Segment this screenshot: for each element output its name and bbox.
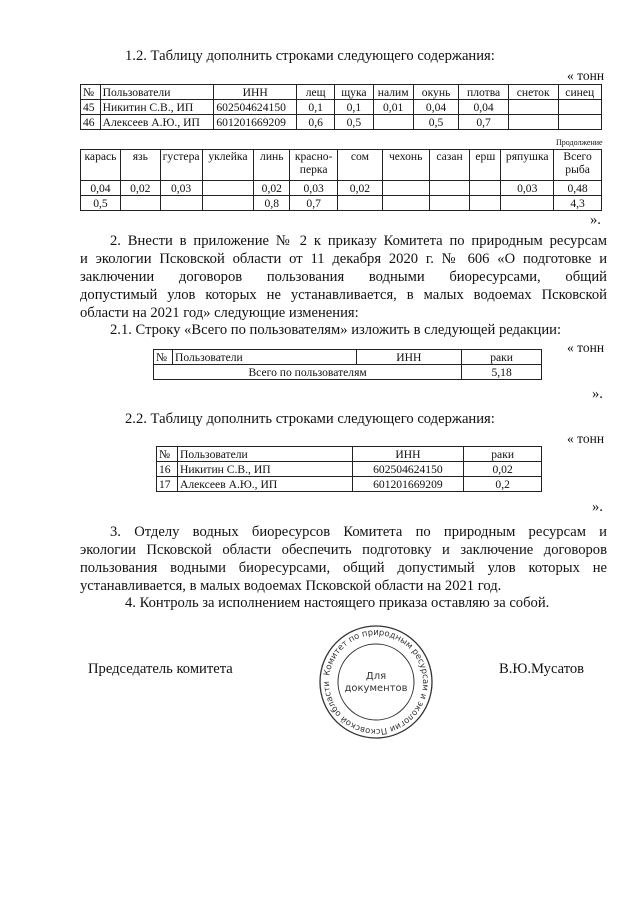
header-cell: раки (462, 350, 542, 365)
table-row (81, 115, 602, 130)
stamp-center-line1: Для (365, 671, 387, 682)
para4: 4. Контроль за исполнением настоящего приказа оставляю за собой. (125, 595, 550, 611)
header-cell: красно- перка (290, 150, 338, 181)
total-label-cell: Всего по пользователям (154, 365, 462, 380)
table-cell: 0,03 (290, 181, 338, 196)
table-cell: 0,03 (160, 181, 202, 196)
table-cell (558, 115, 602, 130)
header-cell: линь (254, 150, 290, 181)
table-cell (558, 100, 602, 115)
para3-line: устанавливается, в малых водоемах Псковской области на 2021 год. (80, 578, 502, 594)
table-cell (501, 196, 554, 211)
close-quote: ». (592, 386, 603, 402)
table-cell (429, 181, 470, 196)
section-2-2-heading: 2.2. Таблицу дополнить строками следующего содержания: (125, 411, 495, 427)
table-row (154, 365, 542, 380)
table-cell: 0,02 (254, 181, 290, 196)
signatory-position: Председатель комитета (88, 661, 233, 677)
header-cell: щука (335, 85, 373, 100)
table-cell (338, 196, 383, 211)
para3-line: 3. Отделу водных биоресурсов Комитета по природным ресурсам и (110, 524, 607, 540)
total-users-table (153, 349, 542, 380)
table-cell (508, 115, 558, 130)
para2-line: 2. Внести в приложение № 2 к приказу Комитета по природным ресурсам (110, 233, 607, 249)
table-cell (470, 181, 501, 196)
table-cell: 0,1 (297, 100, 335, 115)
table-cell: 0,5 (413, 115, 458, 130)
header-cell: № (81, 85, 101, 100)
table-cell (202, 181, 254, 196)
table-cell: 0,02 (464, 462, 542, 477)
table-cell (160, 196, 202, 211)
table-cell: 0,01 (373, 100, 413, 115)
table-cell: 0,6 (297, 115, 335, 130)
header-cell: № (154, 350, 173, 365)
table-cell: 0,48 (554, 181, 602, 196)
total-value-cell: 5,18 (462, 365, 542, 380)
header-cell: сазан (429, 150, 470, 181)
table-cell: 0,7 (459, 115, 509, 130)
table-cell (429, 196, 470, 211)
para2-line: области на 2021 год» следующие изменения: (80, 305, 359, 321)
header-cell: Пользователи (172, 350, 356, 365)
close-quote: ». (590, 212, 601, 228)
header-cell: ряпушка (501, 150, 554, 181)
table-cell: 0,02 (120, 181, 160, 196)
crayfish-users-table (156, 446, 542, 492)
header-cell: синец (558, 85, 602, 100)
stamp-ring-text: Комитет по природным ресурсам и экологии Псковской области (321, 627, 431, 737)
header-cell: Всего рыба (554, 150, 602, 181)
header-cell: уклейка (202, 150, 254, 181)
table-cell: 45 (81, 100, 101, 115)
table-cell: 0,8 (254, 196, 290, 211)
section-2-1-heading: 2.1. Строку «Всего по пользователям» изложить в следующей редакции: (110, 322, 562, 338)
table-cell (120, 196, 160, 211)
para3-line: пользования водными биоресурсами, общий допустимый улов которых не (80, 560, 607, 576)
header-cell: налим (373, 85, 413, 100)
table-cell (202, 196, 254, 211)
para2-line: допустимый улов которых не устанавливается, в малых водоемах Псковской (80, 287, 607, 303)
fish-species-table (80, 149, 602, 211)
table-row (157, 477, 542, 492)
header-cell: ерш (470, 150, 501, 181)
header-cell: лещ (297, 85, 335, 100)
table-cell: 46 (81, 115, 101, 130)
signatory-name: В.Ю.Мусатов (499, 661, 585, 677)
table-cell: 0,04 (413, 100, 458, 115)
para2-line: и экологии Псковской области от 11 декабря 2020 г. № 606 «О подготовке и (80, 251, 607, 267)
continuation-label: Продолжение (556, 138, 603, 147)
header-cell: карась (81, 150, 121, 181)
table-cell: 601201669209 (352, 477, 464, 492)
header-cell: снеток (508, 85, 558, 100)
official-stamp (318, 624, 434, 740)
table-cell: Никитин С.В., ИП (177, 462, 352, 477)
table-cell: 17 (157, 477, 178, 492)
para2-line: заключении договоров пользования водными биоресурсами, общий (80, 269, 607, 285)
table-cell: 4,3 (554, 196, 602, 211)
table-cell: 0,7 (290, 196, 338, 211)
table-row (81, 100, 602, 115)
header-cell: густера (160, 150, 202, 181)
table-cell (382, 196, 429, 211)
unit-label: « тонн (567, 431, 605, 446)
table-cell: 0,1 (335, 100, 373, 115)
table-cell (382, 181, 429, 196)
header-cell: раки (464, 447, 542, 462)
header-cell: сом (338, 150, 383, 181)
close-quote: ». (592, 499, 603, 515)
table-cell: Никитин С.В., ИП (100, 100, 214, 115)
header-cell: плотва (459, 85, 509, 100)
stamp-center-line2: документов (344, 683, 408, 694)
table-cell: Алексеев А.Ю., ИП (100, 115, 214, 130)
header-cell: ИНН (214, 85, 297, 100)
table-cell: 601201669209 (214, 115, 297, 130)
table-cell: 0,03 (501, 181, 554, 196)
table-cell: 0,2 (464, 477, 542, 492)
header-cell: окунь (413, 85, 458, 100)
header-cell: чехонь (382, 150, 429, 181)
header-cell: ИНН (356, 350, 462, 365)
table-cell: 0,04 (459, 100, 509, 115)
table-cell (470, 196, 501, 211)
table-header-row (81, 150, 602, 181)
table-header-row (154, 350, 542, 365)
header-cell: Пользователи (177, 447, 352, 462)
table-cell: 0,5 (335, 115, 373, 130)
table-row (157, 462, 542, 477)
table-cell: 0,04 (81, 181, 121, 196)
header-cell: № (157, 447, 178, 462)
table-cell: 16 (157, 462, 178, 477)
fish-users-table (80, 84, 602, 130)
unit-label: « тонн (567, 68, 605, 83)
table-header-row (157, 447, 542, 462)
unit-label: « тонн (567, 340, 605, 355)
para3-line: экологии Псковской области обеспечить подготовку и заключение договоров (80, 542, 607, 558)
table-cell (373, 115, 413, 130)
table-row (81, 181, 602, 196)
table-cell: 602504624150 (352, 462, 464, 477)
table-header-row (81, 85, 602, 100)
table-cell: Алексеев А.Ю., ИП (177, 477, 352, 492)
table-cell: 0,02 (338, 181, 383, 196)
header-cell: язь (120, 150, 160, 181)
table-row (81, 196, 602, 211)
header-cell: Пользователи (100, 85, 214, 100)
table-cell: 0,5 (81, 196, 121, 211)
header-cell: ИНН (352, 447, 464, 462)
section-1-2-heading: 1.2. Таблицу дополнить строками следующего содержания: (125, 48, 495, 64)
table-cell: 602504624150 (214, 100, 297, 115)
table-cell (508, 100, 558, 115)
